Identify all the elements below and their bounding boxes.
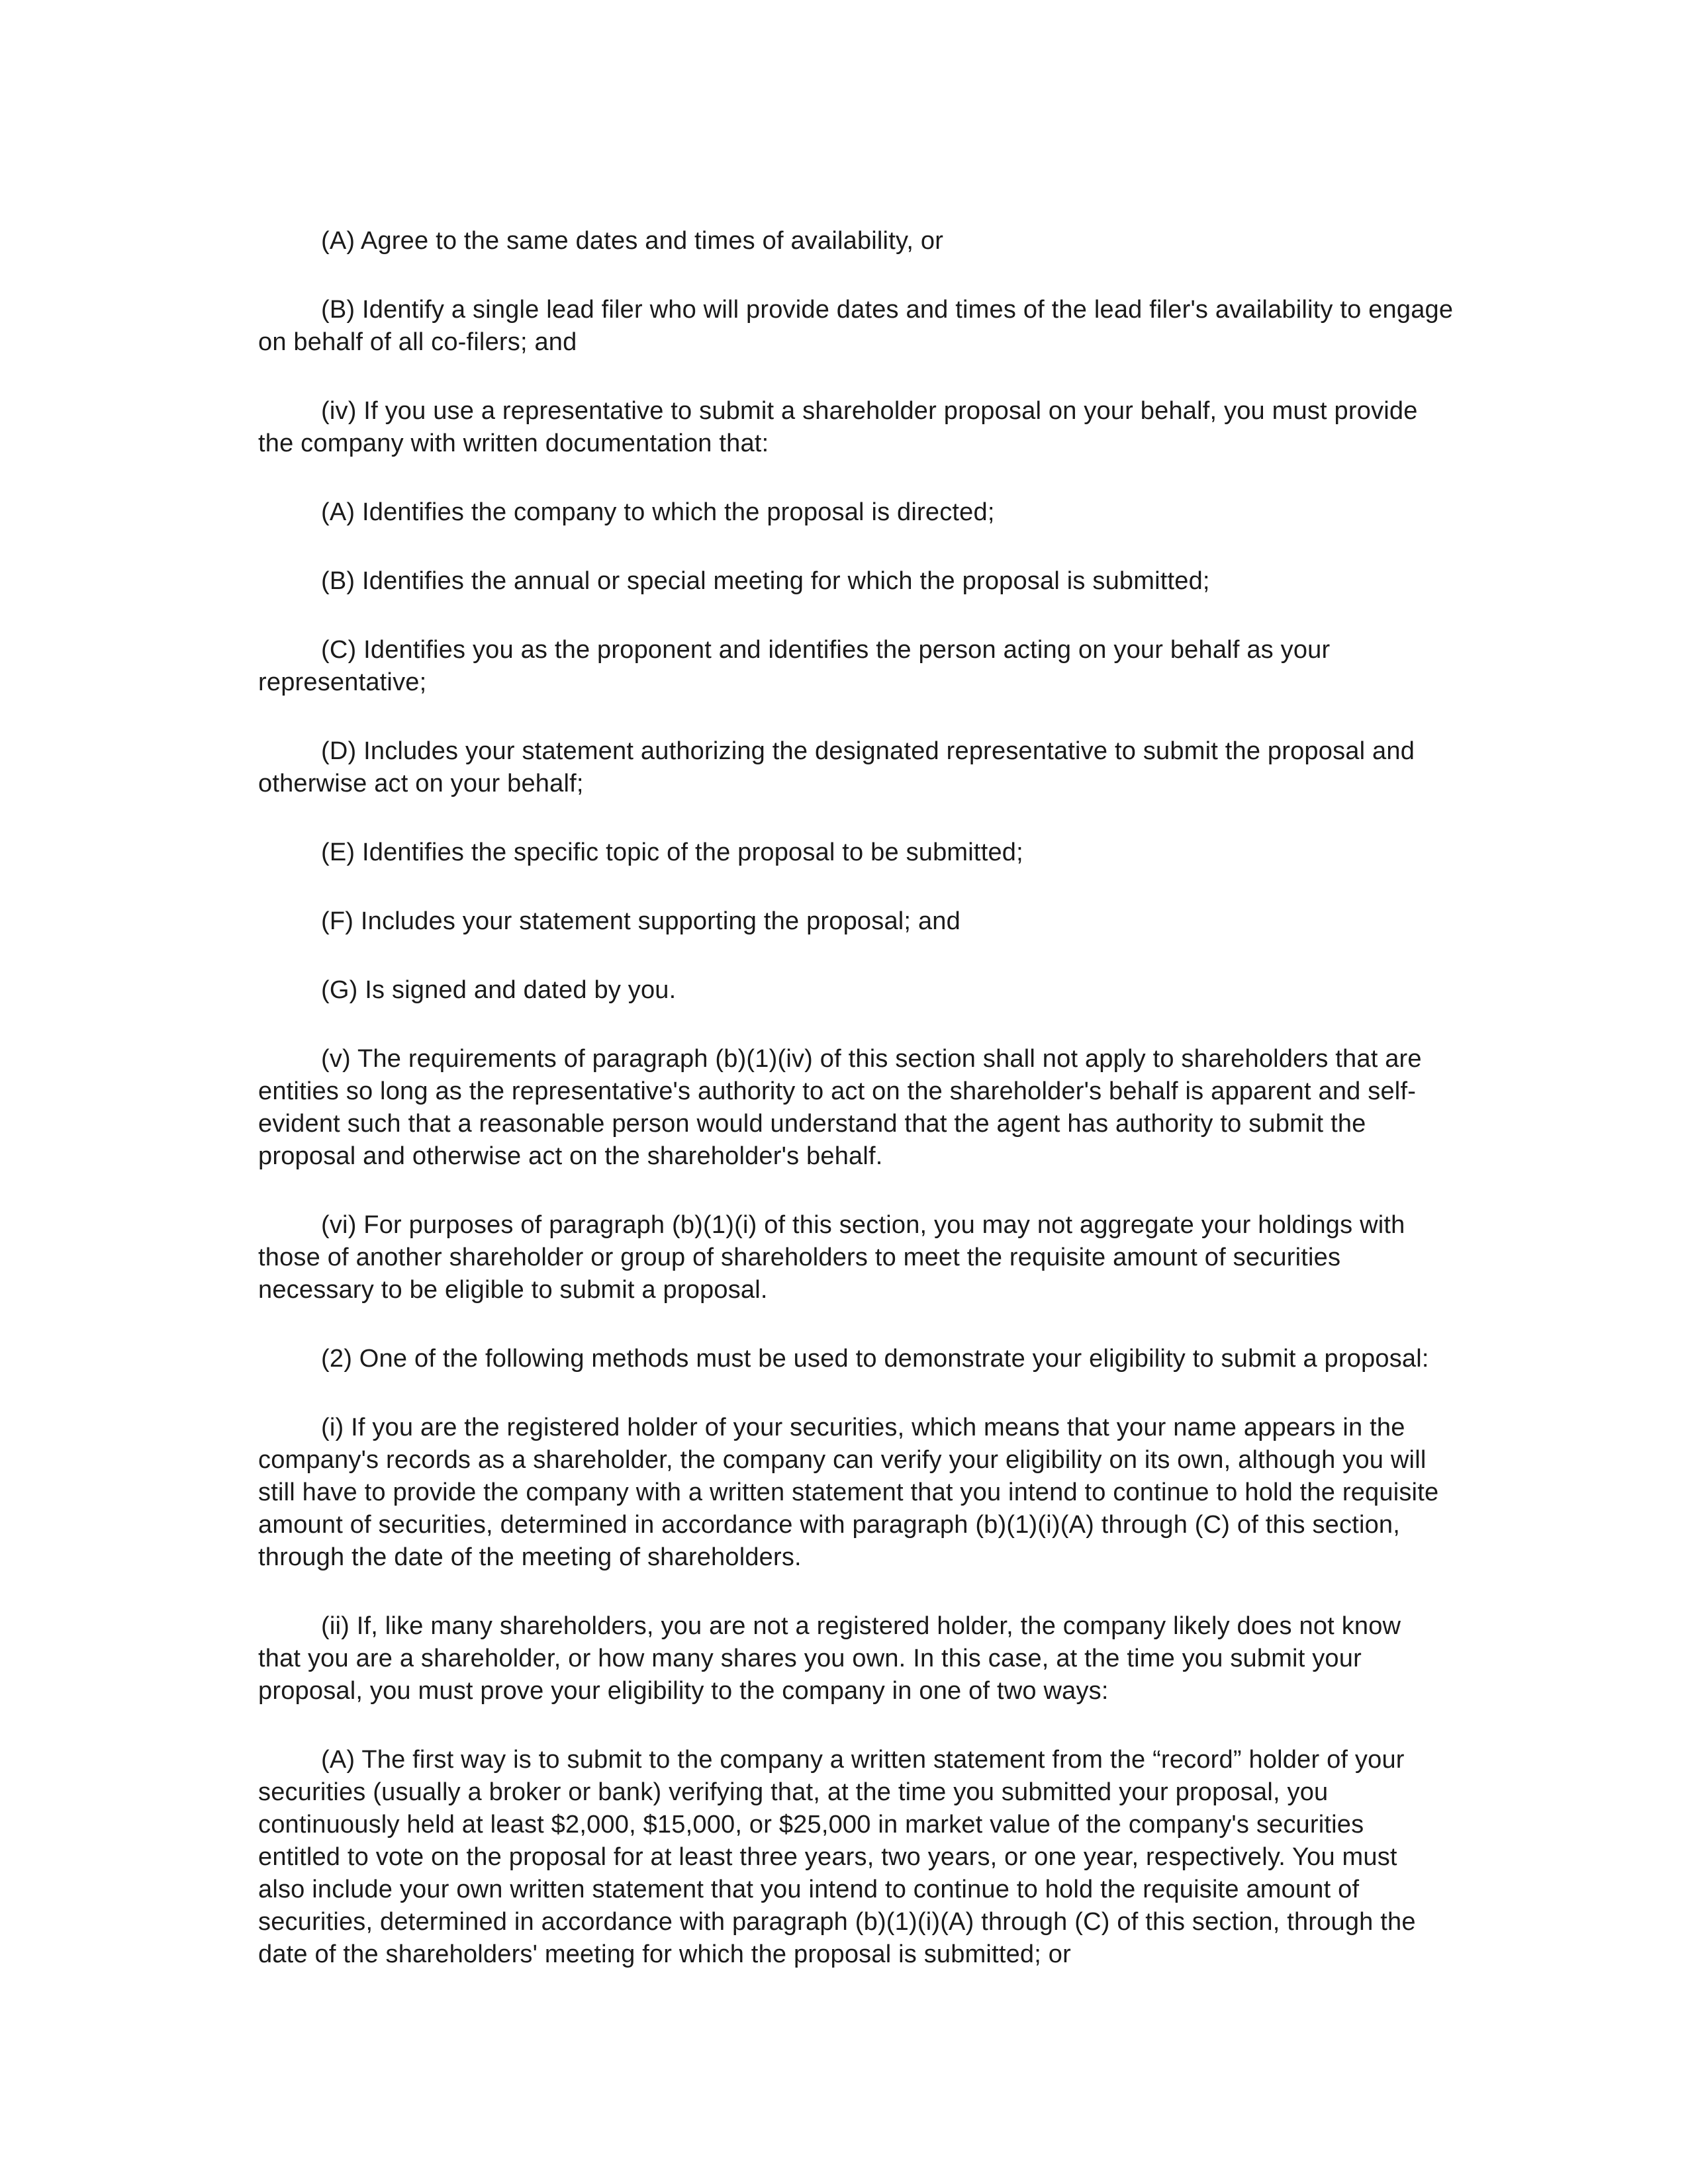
paragraph-b-identifies-meeting: (B) Identifies the annual or special meeting for which the proposal is submitted; [321,567,1210,595]
paragraph-iv-representative: (iv) If you use a representative to submit a shareholder proposal on your behalf, you must provide the company with written documentation that: [258,397,1418,457]
paragraph-b-lead-filer: (B) Identify a single lead filer who will provide dates and times of the lead filer's availability to engage on behalf of all co-filers; and [258,296,1454,356]
paragraph-a-record-holder-statement: (A) The first way is to submit to the company a written statement from the “record” holder of your securities (usually a broker or bank) verifying that, at the time you submitted your proposal, you continuously held at least $2,000, $15,000, or $25,000 in market value of the company's securities entitled to vote on the proposal for at least three years, two years, or one year, respectively. You must also include your own written statement that you intend to continue to hold the requisite amount of securities, determined in accordance with paragraph (b)(1)(i)(A) through (C) of this section, through the date of the shareholders' meeting for which the proposal is submitted; or [258,1746,1416,1968]
paragraph-g-signed-dated: (G) Is signed and dated by you. [321,976,677,1004]
paragraph-2-eligibility-methods: (2) One of the following methods must be used to demonstrate your eligibility to submit a proposal: [321,1345,1429,1373]
paragraph-ii-not-registered: (ii) If, like many shareholders, you are not a registered holder, the company likely does not know that you are a shareholder, or how many shares you own. In this case, at the time you submit your proposal, you must prove your eligibility to the company in one of two ways: [258,1612,1401,1705]
document-body [258,225,1456,2007]
paragraph-c-identifies-proponent: (C) Identifies you as the proponent and identifies the person acting on your behalf as your representative; [258,636,1331,696]
paragraph-a-agree-dates: (A) Agree to the same dates and times of availability, or [321,227,944,255]
paragraph-f-supporting-statement: (F) Includes your statement supporting the proposal; and [321,907,961,935]
paragraph-a-identifies-company: (A) Identifies the company to which the proposal is directed; [321,498,995,526]
paragraph-v-entity-exception: (v) The requirements of paragraph (b)(1)(iv) of this section shall not apply to shareholders that are entities so long as the representative's authority to act on the shareholder's behalf is apparent and self-evident such that a reasonable person would understand that the agent has authority to submit the proposal and otherwise act on the shareholder's behalf. [258,1045,1422,1170]
paragraph-e-specific-topic: (E) Identifies the specific topic of the proposal to be submitted; [321,839,1023,866]
paragraph-d-authorizing-statement: (D) Includes your statement authorizing the designated representative to submit the proposal and otherwise act on your behalf; [258,737,1415,797]
paragraph-i-registered-holder: (i) If you are the registered holder of your securities, which means that your name appears in the company's records as a shareholder, the company can verify your eligibility on its own, although you will still have to provide the company with a written statement that you intend to continue to hold the requisite amount of securities, determined in accordance with paragraph (b)(1)(i)(A) through (C) of this section, through the date of the meeting of shareholders. [258,1414,1439,1571]
paragraph-vi-aggregation: (vi) For purposes of paragraph (b)(1)(i) of this section, you may not aggregate your holdings with those of another shareholder or group of shareholders to meet the requisite amount of securities necessary to be eligible to submit a proposal. [258,1211,1405,1304]
